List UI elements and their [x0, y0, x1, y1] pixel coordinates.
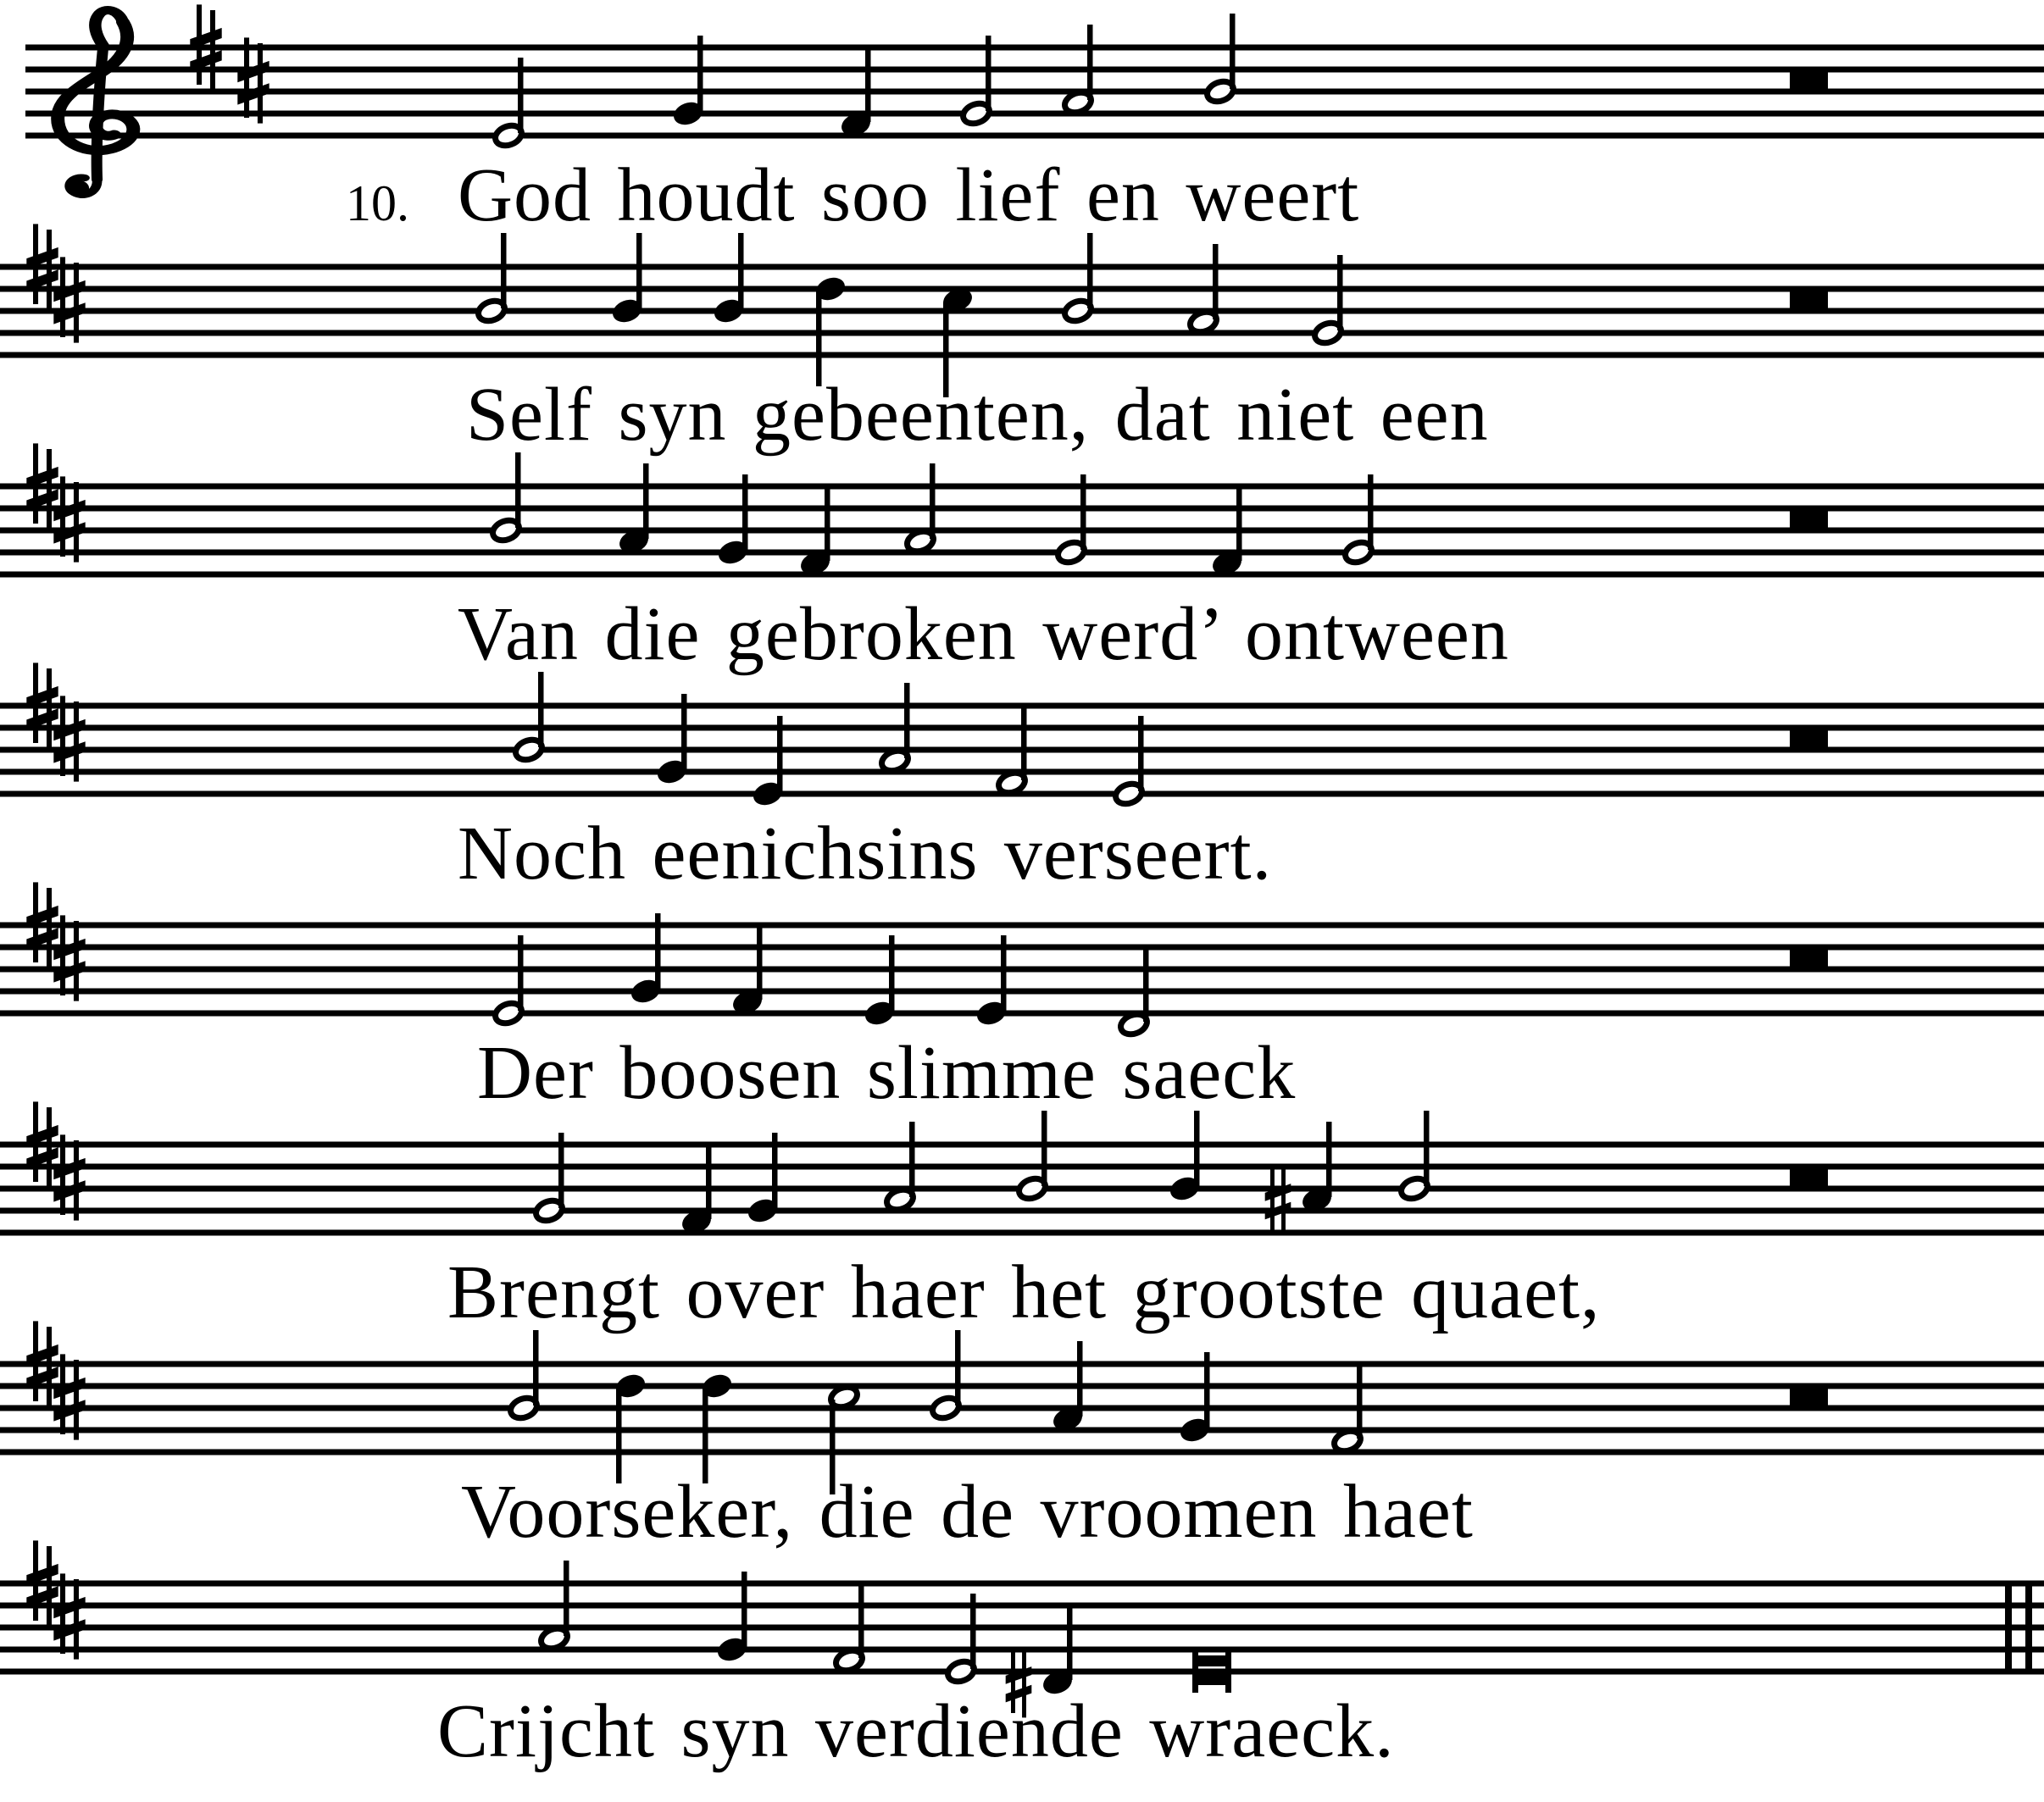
- sharp-icon: [53, 915, 85, 1001]
- note-stem: [643, 463, 649, 539]
- staff-line: [0, 1208, 2044, 1214]
- staff-line: [0, 330, 2044, 336]
- staff-2: [0, 224, 2044, 397]
- note-B4-half: [490, 452, 522, 544]
- note-stem: [518, 935, 524, 1011]
- note-stem: [909, 1122, 915, 1197]
- staff-line: [0, 1164, 2044, 1170]
- note-stem: [777, 716, 783, 791]
- staff-line: [0, 528, 2044, 534]
- note-stem: [1368, 474, 1374, 550]
- staff-line: [0, 1406, 2044, 1411]
- note-stem: [930, 463, 936, 539]
- staff-line: [25, 67, 2044, 73]
- note-stem: [515, 452, 521, 528]
- note-stem: [538, 672, 544, 747]
- note-stem: [1326, 1122, 1332, 1197]
- note-stem: [1087, 233, 1093, 308]
- note-stem: [1143, 946, 1149, 1022]
- note-stem: [655, 913, 661, 989]
- treble-clef-icon: [58, 10, 133, 196]
- note-B4-half: [1062, 233, 1094, 324]
- note-stem: [904, 683, 910, 758]
- sharp-icon: [237, 37, 269, 123]
- note-stem: [865, 47, 871, 122]
- note-stem: [1138, 716, 1144, 791]
- staff-line: [0, 550, 2044, 556]
- note-B4-quarter: [1167, 1111, 1203, 1204]
- lyric-line-3: Van die gebroken werd’ ontween: [458, 592, 1509, 676]
- note-stem: [1021, 705, 1027, 780]
- staff-line: [0, 945, 2044, 951]
- sharp-icon: [1265, 1165, 1291, 1235]
- lyric-line-8: Crijcht syn verdiende wraeck.: [437, 1689, 1395, 1773]
- sharp-icon: [53, 696, 85, 781]
- note-stem: [1357, 1363, 1363, 1439]
- half-rest: [1790, 291, 1828, 312]
- staff-7: [0, 1321, 2044, 1494]
- note-stem: [1001, 935, 1007, 1011]
- sharp-icon: [53, 476, 85, 562]
- staff-line: [0, 1581, 2044, 1587]
- staff-line: [0, 1428, 2044, 1433]
- note-B4-half: [1204, 14, 1236, 105]
- staff-line: [0, 1383, 2044, 1389]
- note-B4-half: [508, 1330, 540, 1422]
- note-stem: [1337, 255, 1343, 330]
- note-stem: [757, 924, 763, 1000]
- final-barline: [2025, 1581, 2032, 1675]
- note-stem: [558, 1133, 564, 1208]
- note-stem: [564, 1561, 569, 1636]
- note-stem: [955, 1330, 961, 1406]
- lyric-line-5: Der boosen slimme saeck: [477, 1031, 1297, 1115]
- note-stem: [1041, 1111, 1047, 1186]
- note-B4-half: [475, 233, 508, 324]
- note-stem: [501, 233, 507, 308]
- staff-line: [0, 352, 2044, 358]
- note-stem: [1194, 1111, 1200, 1186]
- note-B4-half: [513, 672, 545, 763]
- half-rest: [1790, 729, 1828, 751]
- staff-line: [0, 1361, 2044, 1367]
- staff-line: [0, 506, 2044, 512]
- note-stem: [986, 36, 991, 111]
- lyric-line-6: Brengt over haer het grootste quaet,: [447, 1250, 1601, 1334]
- sharp-icon: [53, 1134, 85, 1220]
- note-stem: [1080, 474, 1086, 550]
- lyric-line-4: Noch eenichsins verseert.: [458, 812, 1273, 895]
- final-barline: [2005, 1581, 2012, 1675]
- half-rest: [1790, 71, 1828, 92]
- note-stem: [1236, 485, 1242, 561]
- note-stem: [706, 1144, 712, 1219]
- note-stem: [970, 1594, 976, 1669]
- staff-line: [25, 89, 2044, 95]
- staff-line: [0, 264, 2044, 270]
- note-B4-half: [1016, 1111, 1048, 1202]
- note-stem: [772, 1133, 778, 1208]
- staff-line: [0, 1647, 2044, 1653]
- staff-line: [25, 111, 2044, 117]
- staff-line: [0, 1450, 2044, 1455]
- note-B4-half: [930, 1330, 962, 1422]
- staff-line: [0, 967, 2044, 973]
- staff-line: [0, 1603, 2044, 1609]
- half-rest: [1790, 510, 1828, 531]
- half-rest: [1790, 1168, 1828, 1189]
- note-stem: [1213, 244, 1219, 319]
- half-rest: [1790, 949, 1828, 970]
- staff-line: [0, 791, 2044, 797]
- staff-line: [0, 1142, 2044, 1148]
- staff-line: [25, 133, 2044, 139]
- staff-5: [0, 882, 2044, 1038]
- staff-line: [0, 1011, 2044, 1017]
- note-stem: [518, 58, 524, 133]
- note-stem: [738, 233, 744, 308]
- staff-6: [0, 1101, 2044, 1237]
- staff-line: [0, 1625, 2044, 1631]
- note-stem: [889, 935, 895, 1011]
- staff-line: [0, 286, 2044, 292]
- note-stem: [1424, 1111, 1430, 1186]
- note-stem: [1067, 1605, 1073, 1680]
- staff-line: [0, 308, 2044, 314]
- note-stem: [1087, 25, 1093, 100]
- staff-line: [0, 572, 2044, 578]
- note-stem: [742, 474, 748, 550]
- lyric-line-2: Self syn gebeenten, dat niet een: [466, 373, 1489, 457]
- note-stem: [1077, 1341, 1083, 1417]
- lyric-line-1: God houdt soo lief en weert: [458, 153, 1360, 237]
- note-stem: [697, 36, 703, 111]
- note-stem: [1230, 14, 1236, 89]
- sharp-icon: [53, 1354, 85, 1439]
- sharp-icon: [53, 257, 85, 342]
- note-B4-half: [1398, 1111, 1430, 1202]
- note-B4-quarter: [711, 233, 747, 326]
- note-stem: [636, 233, 642, 308]
- staff-4: [0, 663, 2044, 809]
- note-stem: [858, 1583, 864, 1658]
- verse-number: 10.: [346, 175, 409, 231]
- half-rest: [1790, 1388, 1828, 1409]
- staff-line: [25, 45, 2044, 51]
- staff-line: [0, 1230, 2044, 1236]
- note-stem: [1204, 1352, 1210, 1428]
- staff-3: [0, 443, 2044, 579]
- note-stem: [742, 1572, 747, 1647]
- lyric-line-7: Voorseker, die de vroomen haet: [461, 1470, 1474, 1554]
- note-stem: [825, 485, 830, 561]
- staff-line: [0, 484, 2044, 490]
- note-B4-quarter: [609, 233, 645, 326]
- staff-line: [0, 989, 2044, 995]
- staff-line: [0, 923, 2044, 929]
- note-stem: [681, 694, 687, 769]
- sharp-icon: [53, 1573, 85, 1659]
- note-stem: [533, 1330, 539, 1406]
